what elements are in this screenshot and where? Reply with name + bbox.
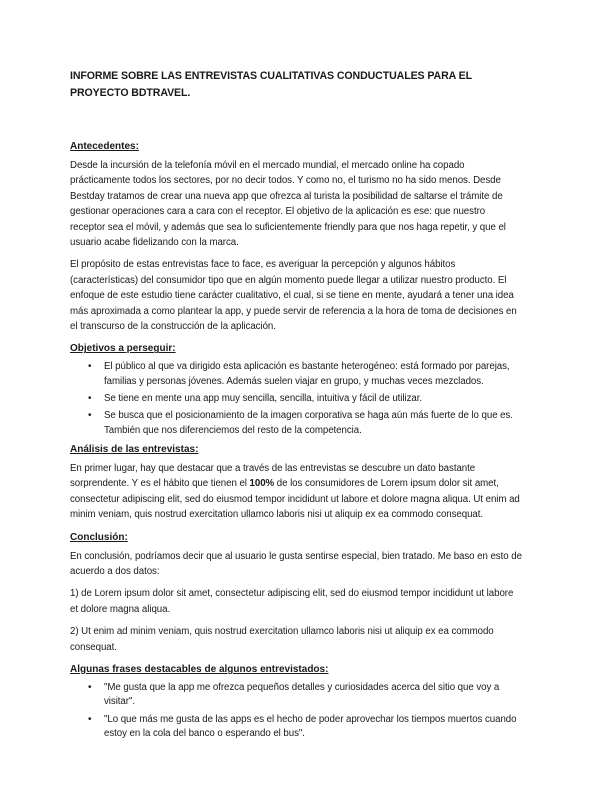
paragraph-conclusion-2: 1) de Lorem ipsum dolor sit amet, consectetur adipiscing elit, sed do eiusmod tempor incididunt ut labore et dolore magna aliqua. [70, 588, 514, 615]
list-item [70, 713, 522, 742]
bullet-icon: • [88, 410, 92, 422]
section-objetivos [70, 341, 522, 437]
list-item-text: El público al que va dirigido esta aplicación es bastante heterogéneo: está formado por parejas, familias y personas jóvenes. Además suelen viajar en grupo, y muchas veces mezclados. [104, 361, 510, 387]
analisis-text-before: En primer lugar, hay que destacar que a través de las entrevistas se descubre un dato bastante sorprendente. Y es el hábito que tienen el [70, 462, 476, 490]
paragraph-conclusion-3: 2) Ut enim ad minim veniam, quis nostrud exercitation ullamco laboris nisi ut aliquip ex ea commodo consequat. [70, 626, 494, 653]
bullet-icon: • [88, 361, 92, 373]
objetivos-list [70, 360, 522, 437]
heading-antecedentes: Antecedentes: [70, 141, 139, 152]
paragraph-antecedentes-2: El propósito de estas entrevistas face to face, es averiguar la percepción y algunos hábitos (características) del consumidor tipo que en algún momento puede llegar a utilizar nuestro producto. El enfoque de este estudio tiene carácter cualitativo, el cual, si se tiene en mente, ayudará a tener una idea más aproximada a como plantear la app, y puede servir de referencia a la hora de toma de decisiones en el transcurso de la construcción de la aplicación. [70, 259, 517, 333]
analisis-highlight-percent: 100% [249, 478, 275, 490]
paragraph-analisis [70, 461, 522, 523]
heading-analisis: Análisis de las entrevistas: [70, 443, 199, 455]
section-conclusion [70, 530, 522, 655]
heading-frases: Algunas frases destacables de algunos entrevistados: [70, 664, 329, 676]
list-item [70, 409, 522, 438]
heading-conclusion: Conclusión: [70, 531, 128, 543]
bullet-icon: • [88, 682, 92, 694]
bullet-icon: • [88, 713, 92, 725]
list-item [70, 681, 522, 710]
paragraph-conclusion-1: En conclusión, podríamos decir que al usuario le gusta sentirse especial, bien tratado. Me baso en esto de acuerdo a dos datos: [70, 550, 522, 577]
bullet-icon: • [88, 393, 92, 405]
list-item [70, 360, 522, 389]
section-frases [70, 662, 522, 741]
list-item-text: "Lo que más me gusta de las apps es el hecho de poder aprovechar los tiempos muertos cuando estoy en la cola del banco o esperando el bus". [104, 713, 517, 739]
list-item [70, 392, 522, 406]
list-item-text: Se tiene en mente una app muy sencilla, sencilla, intuitiva y fácil de utilizar. [104, 393, 423, 405]
analisis-text-after: de los consumidores de Lorem ipsum dolor sit amet, consectetur adipiscing elit, sed do eiusmod tempor incididunt ut labore et dolore magna aliqua. Ut enim ad minim veniam, quis nostrud exercitation ullamco laboris nisi ut aliquip ex ea commodo consequat. [70, 478, 520, 521]
section-analisis [70, 442, 522, 523]
section-antecedentes [70, 139, 522, 334]
list-item-text: Se busca que el posicionamiento de la imagen corporativa se haga aún más fuerte de lo que es. También que nos diferenciemos del resto de la competencia. [104, 410, 513, 436]
heading-objetivos: Objetivos a perseguir: [70, 343, 176, 355]
list-item-text: "Me gusta que la app me ofrezca pequeños detalles y curiosidades acerca del sitio que voy a visitar". [104, 682, 500, 708]
frases-list [70, 681, 522, 741]
paragraph-antecedentes-1: Desde la incursión de la telefonía móvil en el mercado mundial, el mercado online ha copado prácticamente todos los sectores, por no decir todos. Y como no, el turismo no ha sido menos. Desde Bestday tratamos de crear una nueva app que ofrezca al turista la posibilidad de saltarse el trámite de gestionar operaciones cara a cara con el receptor. El objetivo de la aplicación es ese: que nuestro receptor sea el móvil, y además que sea lo suficientemente friendly para que nos haga repetir, y que el usuario acabe fidelizando con la marca. [70, 160, 506, 249]
document-title: INFORME SOBRE LAS ENTREVISTAS CUALITATIVAS CONDUCTUALES PARA EL PROYECTO BDTRAVEL. [70, 70, 472, 99]
document-body [70, 68, 522, 745]
